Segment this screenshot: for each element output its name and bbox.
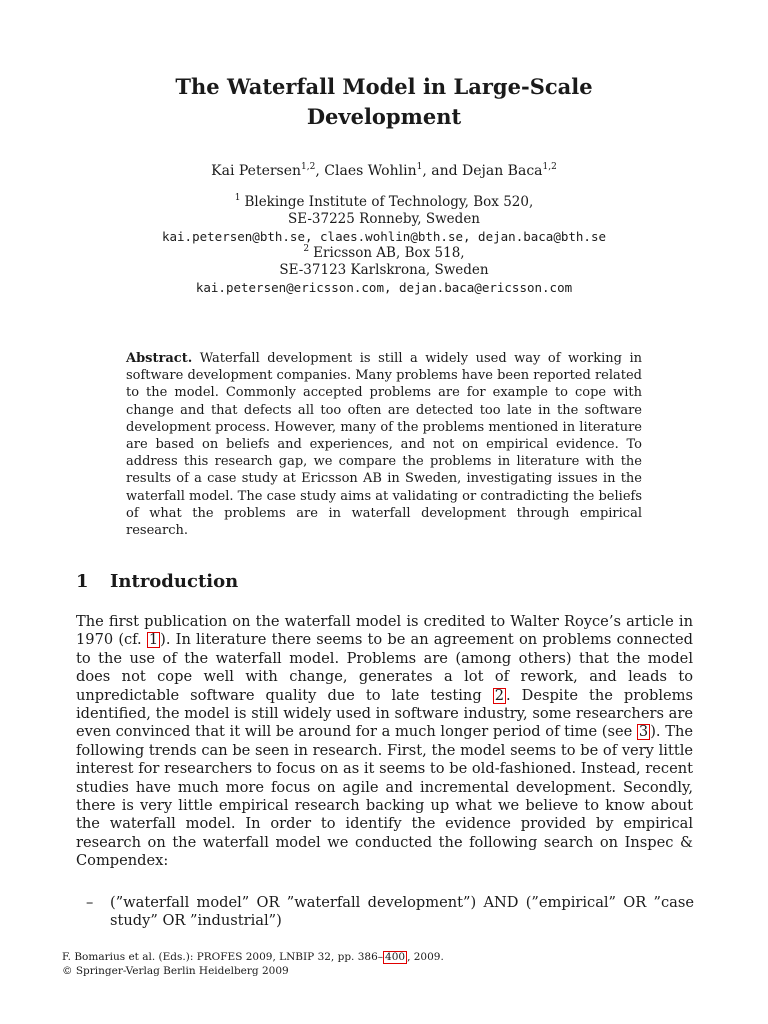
author-separator: , and xyxy=(422,163,463,179)
citation-link[interactable]: 3 xyxy=(638,723,649,741)
affiliation-text: Ericsson AB, Box 518, xyxy=(313,245,465,261)
title-line-2: Development xyxy=(306,104,462,129)
affiliation-2-line-1 xyxy=(0,245,768,262)
bullet-dash: – xyxy=(86,894,94,911)
citation-link[interactable]: 1 xyxy=(148,631,159,649)
paper-title xyxy=(0,72,768,132)
footer-copyright: © Springer-Verlag Berlin Heidelberg 2009 xyxy=(62,965,289,977)
author-list xyxy=(0,160,768,182)
citation-link[interactable]: 2 xyxy=(494,686,504,704)
search-query-text: (”waterfall model” OR ”waterfall development”) AND (”empirical” OR ”case study” OR ”industrial”) xyxy=(110,894,694,930)
affiliation-1-line-2: SE-37225 Ronneby, Sweden xyxy=(288,211,480,227)
section-heading xyxy=(76,570,696,594)
affiliation-2-emails[interactable]: kai.petersen@ericsson.com, dejan.baca@ericsson.com xyxy=(195,280,573,295)
page-link[interactable]: 400 xyxy=(385,951,406,963)
footer-text: F. Bomarius et al. (Eds.): PROFES 2009, LNBIP 32, pp. 386– xyxy=(62,951,384,963)
section-title: Introduction xyxy=(110,571,239,592)
footer-citation xyxy=(62,950,702,964)
author-name: Claes Wohlin xyxy=(324,163,417,179)
page-footer xyxy=(62,950,702,978)
intro-paragraph xyxy=(76,613,693,871)
abstract-label: Abstract. xyxy=(126,351,193,366)
abstract-text: Waterfall development is still a widely used way of working in software development companies. Many problems have been reported related to the model. Commonly accepted problems are for example to cope with change and that defects all too often are detected too late in the software development process. However, many of the problems mentioned in literature are based on beliefs and experiences, and not on empirical evidence. To address this research gap, we compare the problems in literature with the results of a case study at Ericsson AB in Sweden, investigating issues in the waterfall model. The case study aims at validating or contradicting the beliefs of what the problems are in waterfall development through empirical research. xyxy=(126,351,643,539)
intro-text: ). The following trends can be seen in research. First, the model seems to be of very little interest for researchers to focus on as it seems to be old-fashioned. Instead, recent studies have much more focus on agile and incremental development. Secondly, there is very little empirical research backing up what we believe to know about the waterfall model. In order to identify the evidence provided by empirical research on the waterfall model we conducted the following search on Inspec & Compendex: xyxy=(76,723,693,870)
affiliation-text: Blekinge Institute of Technology, Box 520, xyxy=(244,194,534,210)
author-name: Dejan Baca xyxy=(462,163,543,179)
affiliation-marker: 1 xyxy=(234,193,241,203)
author-name: Kai Petersen xyxy=(211,163,302,179)
intro-text: ). In literature there seems to be an agreement on problems connected to the use of the waterfall model. Problems are (among others) that the model does not cope well with change, generates a lot of rework, and leads to unpredictable software quality due to late testing xyxy=(76,631,693,704)
author-affil-marker: 1 xyxy=(416,162,423,172)
section-number: 1 xyxy=(76,571,89,592)
affiliation-1-line-1 xyxy=(0,194,768,211)
affiliations xyxy=(0,194,768,296)
author-separator: , xyxy=(315,163,325,179)
affiliation-marker: 2 xyxy=(303,244,310,254)
affiliation-2-line-2: SE-37123 Karlskrona, Sweden xyxy=(279,262,489,278)
author-affil-marker: 1,2 xyxy=(542,162,557,172)
title-line-1: The Waterfall Model in Large-Scale xyxy=(175,74,593,99)
intro-text: . Despite the problems identified, the model is still widely used in software industry, some researchers are even convinced that it will be around for a much longer period of time (see xyxy=(76,686,693,741)
author-affil-marker: 1,2 xyxy=(301,162,316,172)
abstract xyxy=(126,350,642,539)
footer-text: , 2009. xyxy=(407,951,444,963)
intro-text: The first publication on the waterfall model is credited to Walter Royce’s article in 1970 (cf. xyxy=(76,613,693,649)
affiliation-1-emails[interactable]: kai.petersen@bth.se, claes.wohlin@bth.se, dejan.baca@bth.se xyxy=(161,229,606,244)
